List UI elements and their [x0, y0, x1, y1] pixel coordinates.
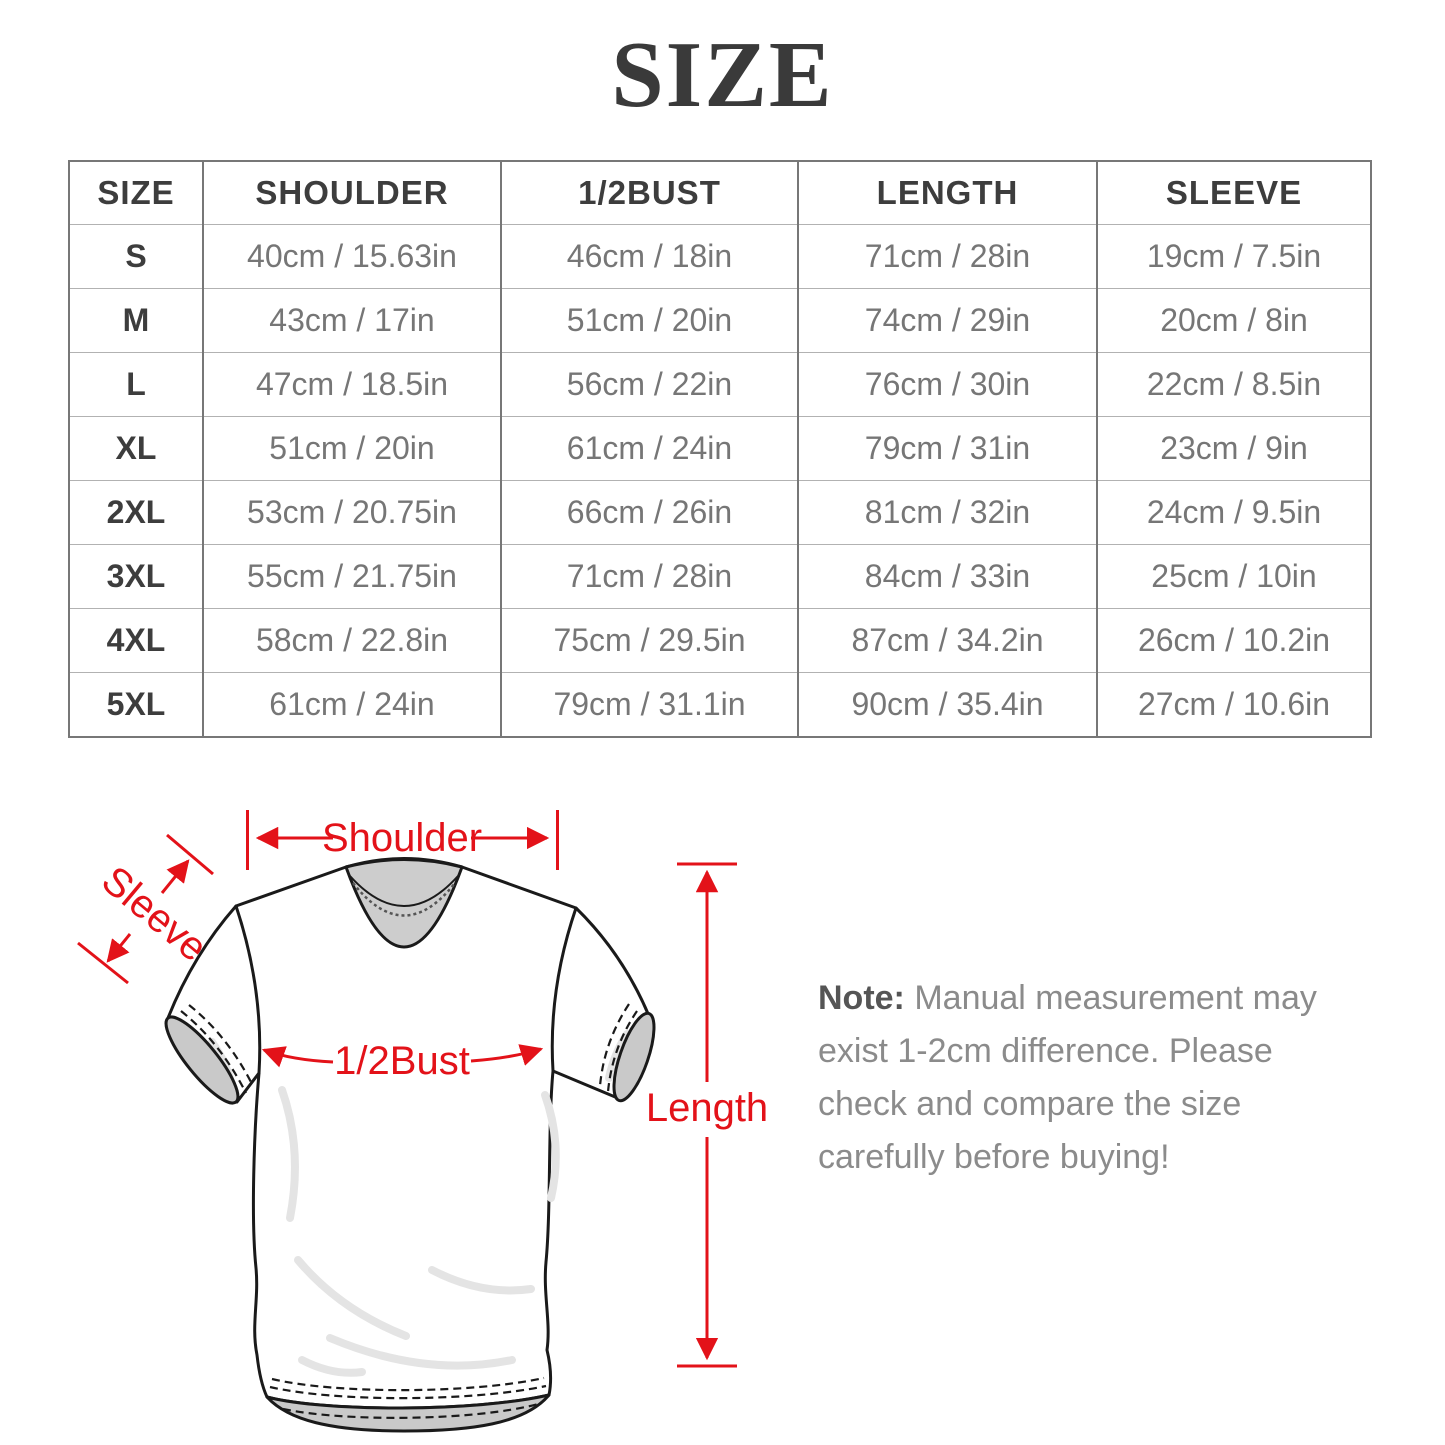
note-line: exist 1-2cm difference. Please: [818, 1032, 1273, 1070]
table-row: [69, 545, 1371, 609]
hem-stitch: [270, 1386, 546, 1398]
measurement-cell: 79cm / 31in: [798, 417, 1097, 481]
size-cell: 5XL: [69, 673, 203, 738]
sleeve-tick-top: [167, 835, 213, 874]
table-row: [69, 609, 1371, 673]
measurement-cell: 26cm / 10.2in: [1097, 609, 1371, 673]
bust-label: 1/2Bust: [334, 1039, 470, 1083]
col-header-shoulder: SHOULDER: [203, 161, 501, 225]
measurement-cell: 75cm / 29.5in: [501, 609, 798, 673]
measurement-cell: 24cm / 9.5in: [1097, 481, 1371, 545]
measurement-cell: 51cm / 20in: [501, 289, 798, 353]
size-cell: XL: [69, 417, 203, 481]
measurement-cell: 20cm / 8in: [1097, 289, 1371, 353]
size-table: [68, 160, 1372, 738]
measurement-cell: 46cm / 18in: [501, 225, 798, 289]
measurement-cell: 79cm / 31.1in: [501, 673, 798, 738]
measurement-cell: 23cm / 9in: [1097, 417, 1371, 481]
table-row: [69, 673, 1371, 738]
measurement-cell: 76cm / 30in: [798, 353, 1097, 417]
sleeve-label: Sleeve: [93, 857, 216, 971]
measurement-cell: 27cm / 10.6in: [1097, 673, 1371, 738]
tshirt-drawing: [156, 859, 662, 1432]
note-line: Note: Manual measurement may: [818, 979, 1317, 1017]
measurement-cell: 19cm / 7.5in: [1097, 225, 1371, 289]
bust-arrow-right: [471, 1049, 541, 1061]
sleeve-tick-bottom: [78, 943, 128, 983]
bust-measure: [264, 1039, 541, 1083]
sleeve-measure: [78, 835, 215, 983]
measurement-cell: 81cm / 32in: [798, 481, 1097, 545]
measurement-cell: 71cm / 28in: [798, 225, 1097, 289]
note-prefix: Note:: [818, 979, 905, 1017]
sleeve-arrow-down: [108, 934, 130, 961]
tshirt-measure-diagram: [0, 790, 800, 1445]
table-row: [69, 481, 1371, 545]
size-table-body: [69, 225, 1371, 738]
measurement-note: [818, 972, 1338, 1184]
size-table-header: [69, 161, 1371, 225]
shoulder-label: Shoulder: [321, 816, 483, 860]
col-header-size: SIZE: [69, 161, 203, 225]
measurement-cell: 53cm / 20.75in: [203, 481, 501, 545]
left-sleeve-seam: [236, 906, 260, 1073]
measurement-cell: 66cm / 26in: [501, 481, 798, 545]
size-cell: S: [69, 225, 203, 289]
measurement-cell: 55cm / 21.75in: [203, 545, 501, 609]
measurement-cell: 56cm / 22in: [501, 353, 798, 417]
wrinkle-shading: [212, 1034, 627, 1373]
table-row: [69, 417, 1371, 481]
table-row: [69, 289, 1371, 353]
measurement-cell: 40cm / 15.63in: [203, 225, 501, 289]
measurement-cell: 22cm / 8.5in: [1097, 353, 1371, 417]
col-header-sleeve: SLEEVE: [1097, 161, 1371, 225]
measurement-cell: 61cm / 24in: [501, 417, 798, 481]
measurement-cell: 47cm / 18.5in: [203, 353, 501, 417]
measurement-cell: 74cm / 29in: [798, 289, 1097, 353]
size-cell: L: [69, 353, 203, 417]
col-header-bust: 1/2BUST: [501, 161, 798, 225]
col-header-length: LENGTH: [798, 161, 1097, 225]
measurement-cell: 87cm / 34.2in: [798, 609, 1097, 673]
hem-stitch: [272, 1378, 544, 1390]
measurement-cell: 25cm / 10in: [1097, 545, 1371, 609]
table-row: [69, 225, 1371, 289]
size-cell: M: [69, 289, 203, 353]
header-row: [69, 161, 1371, 225]
measurement-cell: 61cm / 24in: [203, 673, 501, 738]
note-line: check and compare the size: [818, 1085, 1242, 1123]
note-line: carefully before buying!: [818, 1138, 1170, 1176]
collar-opening: [346, 860, 462, 948]
measurement-cell: 43cm / 17in: [203, 289, 501, 353]
measurement-cell: 51cm / 20in: [203, 417, 501, 481]
measurement-cell: 58cm / 22.8in: [203, 609, 501, 673]
measurement-cell: 84cm / 33in: [798, 545, 1097, 609]
length-label: Length: [645, 1086, 769, 1130]
bust-arrow-left: [264, 1050, 333, 1062]
page-title: SIZE: [611, 23, 834, 127]
table-row: [69, 353, 1371, 417]
right-sleeve-seam: [552, 908, 576, 1071]
size-cell: 2XL: [69, 481, 203, 545]
measurement-cell: 90cm / 35.4in: [798, 673, 1097, 738]
sleeve-arrow-up: [162, 861, 188, 893]
length-measure: [646, 864, 768, 1366]
measurement-cell: 71cm / 28in: [501, 545, 798, 609]
left-sleeve-opening: [156, 1009, 247, 1112]
size-cell: 4XL: [69, 609, 203, 673]
size-cell: 3XL: [69, 545, 203, 609]
